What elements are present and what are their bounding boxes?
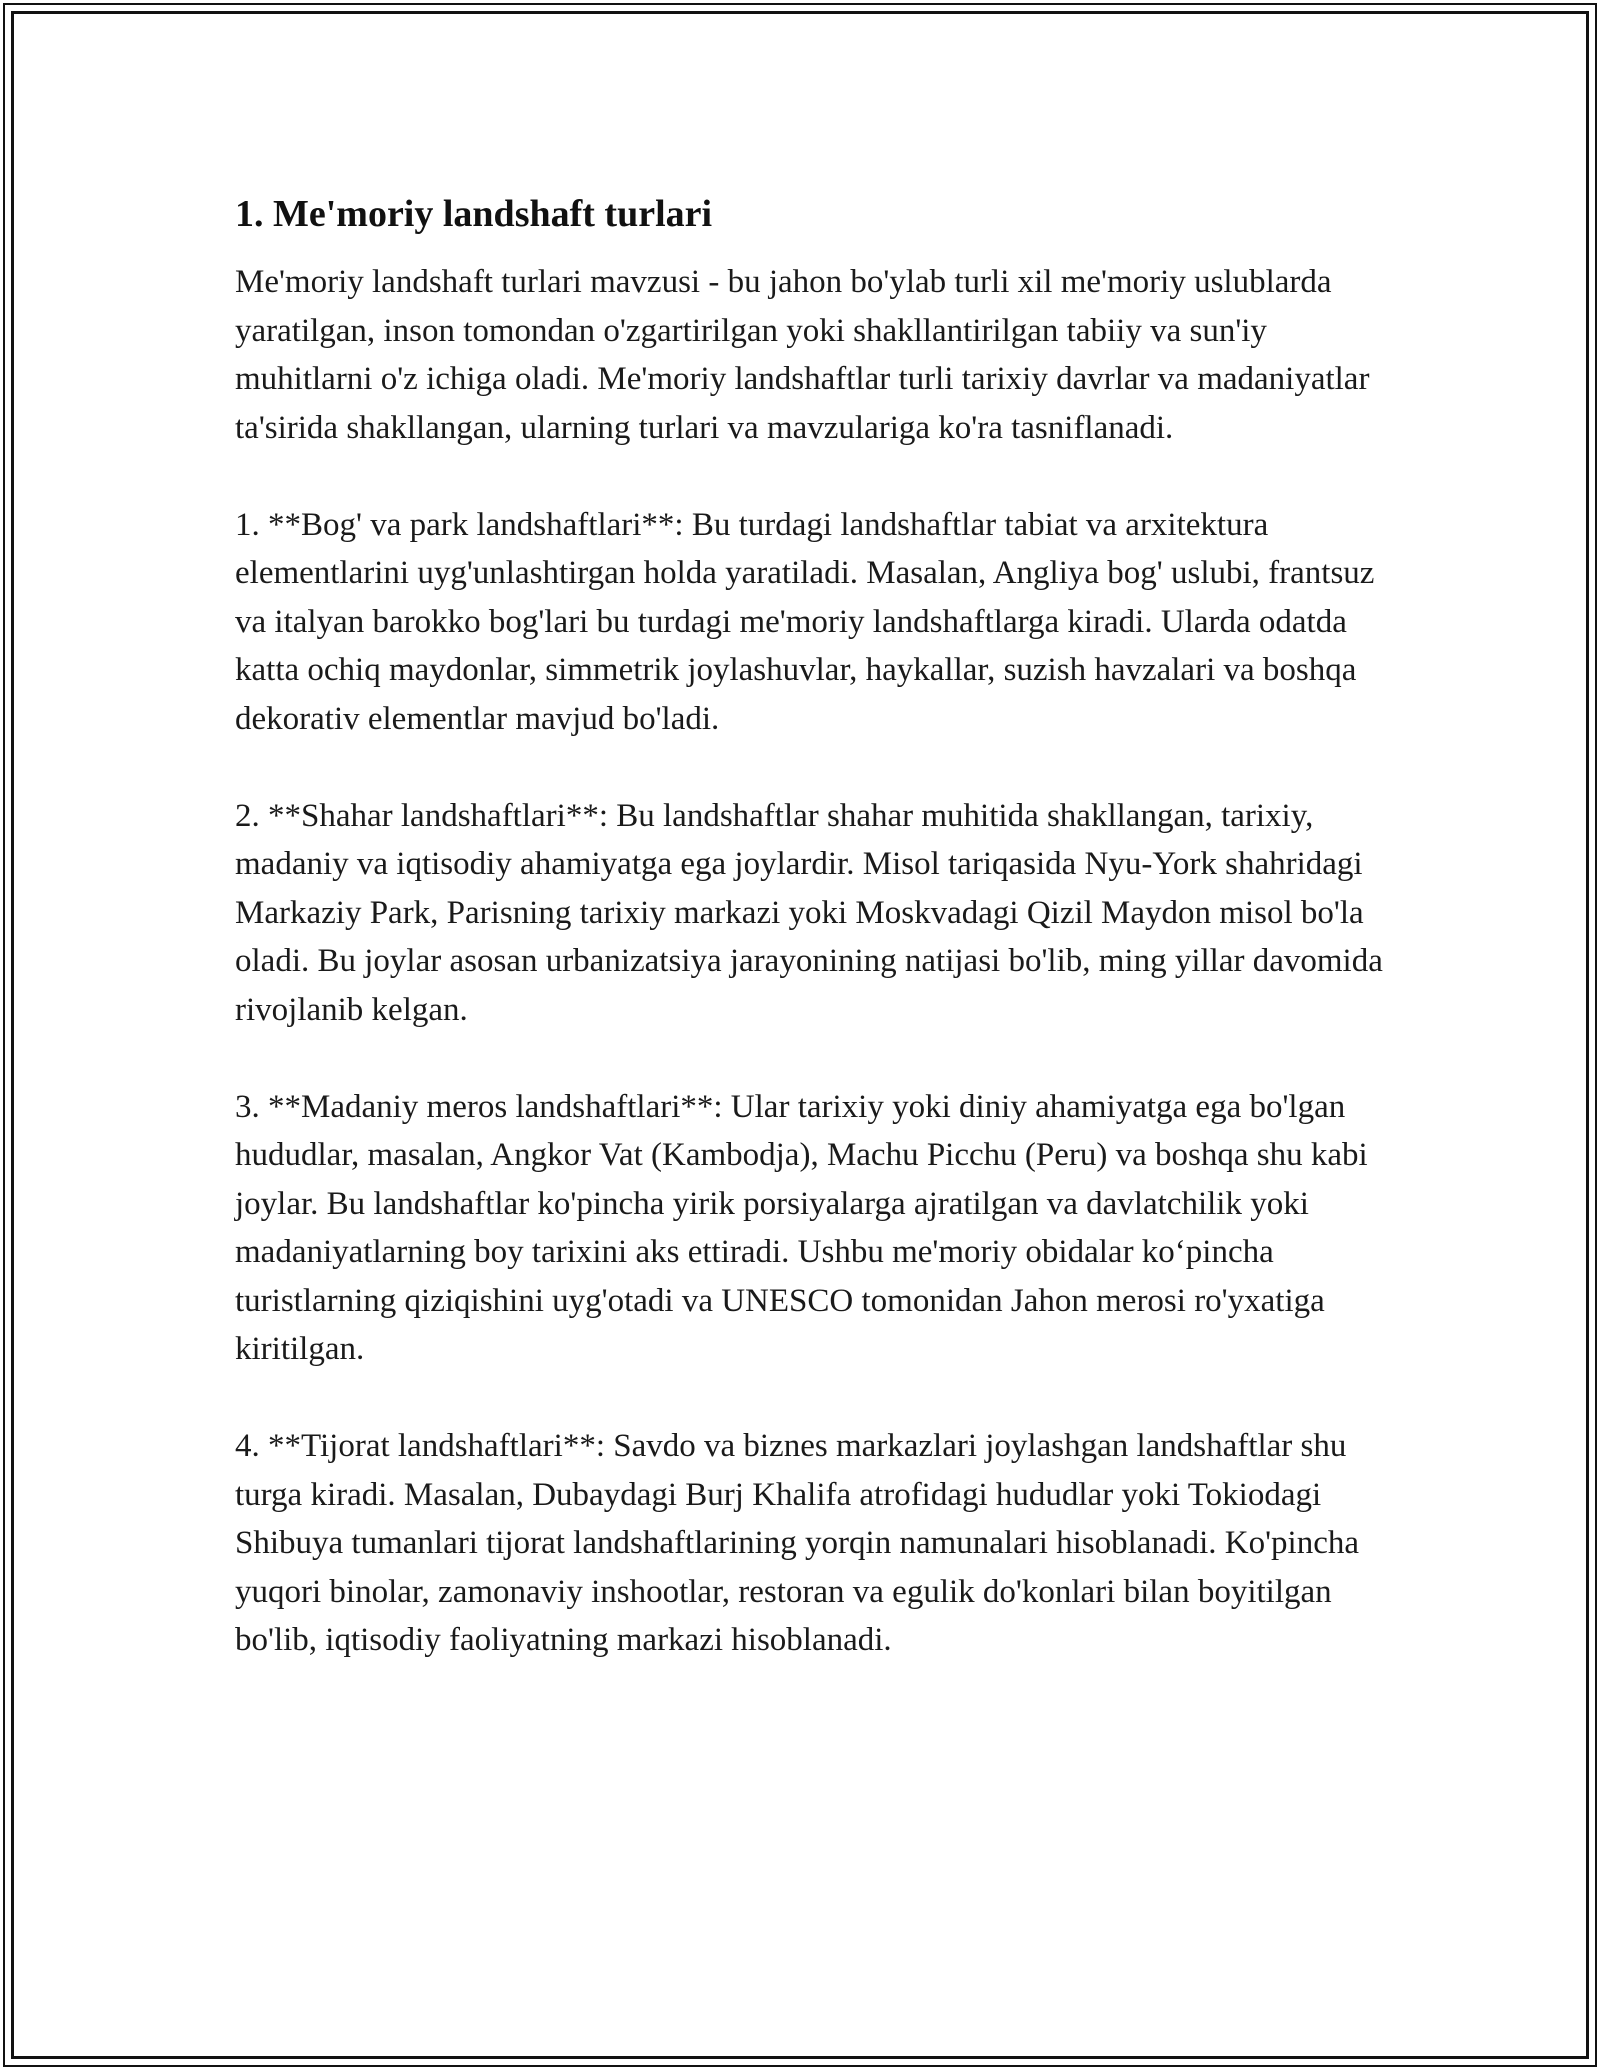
document-body: [235, 188, 1385, 1713]
paragraph-cultural-heritage: 3. **Madaniy meros landshaftlari**: Ular tarixiy yoki diniy ahamiyatga ega bo'lgan hududlar, masalan, Angkor Vat (Kambodja), Machu Picchu (Peru) va boshqa shu kabi joylar. Bu landshaftlar ko'pincha yirik porsiyalarga ajratilgan va davlatchilik yoki madaniyatlarning boy tarixini aks ettiradi. Ushbu me'moriy obidalar ko‘pincha turistlarning qiziqishini uyg'otadi va UNESCO tomonidan Jahon merosi ro'yxatiga kiritilgan.: [235, 1088, 1368, 1367]
paragraph-garden-park: 1. **Bog' va park landshaftlari**: Bu turdagi landshaftlar tabiat va arxitektura elementlarini uyg'unlashtirgan holda yaratiladi. Masalan, Angliya bog' uslubi, frantsuz va italyan barokko bog'lari bu turdagi me'moriy landshaftlarga kiradi. Ularda odatda katta ochiq maydonlar, simmetrik joylashuvlar, haykallar, suzish havzalari va boshqa dekorativ elementlar mavjud bo'ladi.: [235, 506, 1375, 737]
document-title: 1. Me'moriy landshaft turlari: [235, 193, 713, 235]
paragraph-urban: 2. **Shahar landshaftlari**: Bu landshaftlar shahar muhitida shakllangan, tarixiy, madaniy va iqtisodiy ahamiyatga ega joylardir. Misol tariqasida Nyu-York shahridagi Markaziy Park, Parisning tarixiy markazi yoki Moskvadagi Qizil Maydon misol bo'la oladi. Bu joylar asosan urbanizatsiya jarayonining natijasi bo'lib, ming yillar davomida rivojlanib kelgan.: [235, 797, 1383, 1028]
paragraph-commercial: 4. **Tijorat landshaftlari**: Savdo va biznes markazlari joylashgan landshaftlar shu turga kiradi. Masalan, Dubaydagi Burj Khalifa atrofidagi hududlar yoki Tokiodagi Shibuya tumanlari tijorat landshaftlarining yorqin namunalari hisoblanadi. Ko'pincha yuqori binolar, zamonaviy inshootlar, restoran va egulik do'konlari bilan boyitilgan bo'lib, iqtisodiy faoliyatning markazi hisoblanadi.: [235, 1428, 1360, 1658]
intro-paragraph: Me'moriy landshaft turlari mavzusi - bu jahon bo'ylab turli xil me'moriy uslublarda yaratilgan, inson tomondan o'zgartirilgan yoki shakllantirilgan tabiiy va sun'iy muhitlarni o'z ichiga oladi. Me'moriy landshaftlar turli tarixiy davrlar va madaniyatlar ta'sirida shakllangan, ularning turlari va mavzulariga ko'ra tasniflanadi.: [235, 264, 1370, 446]
